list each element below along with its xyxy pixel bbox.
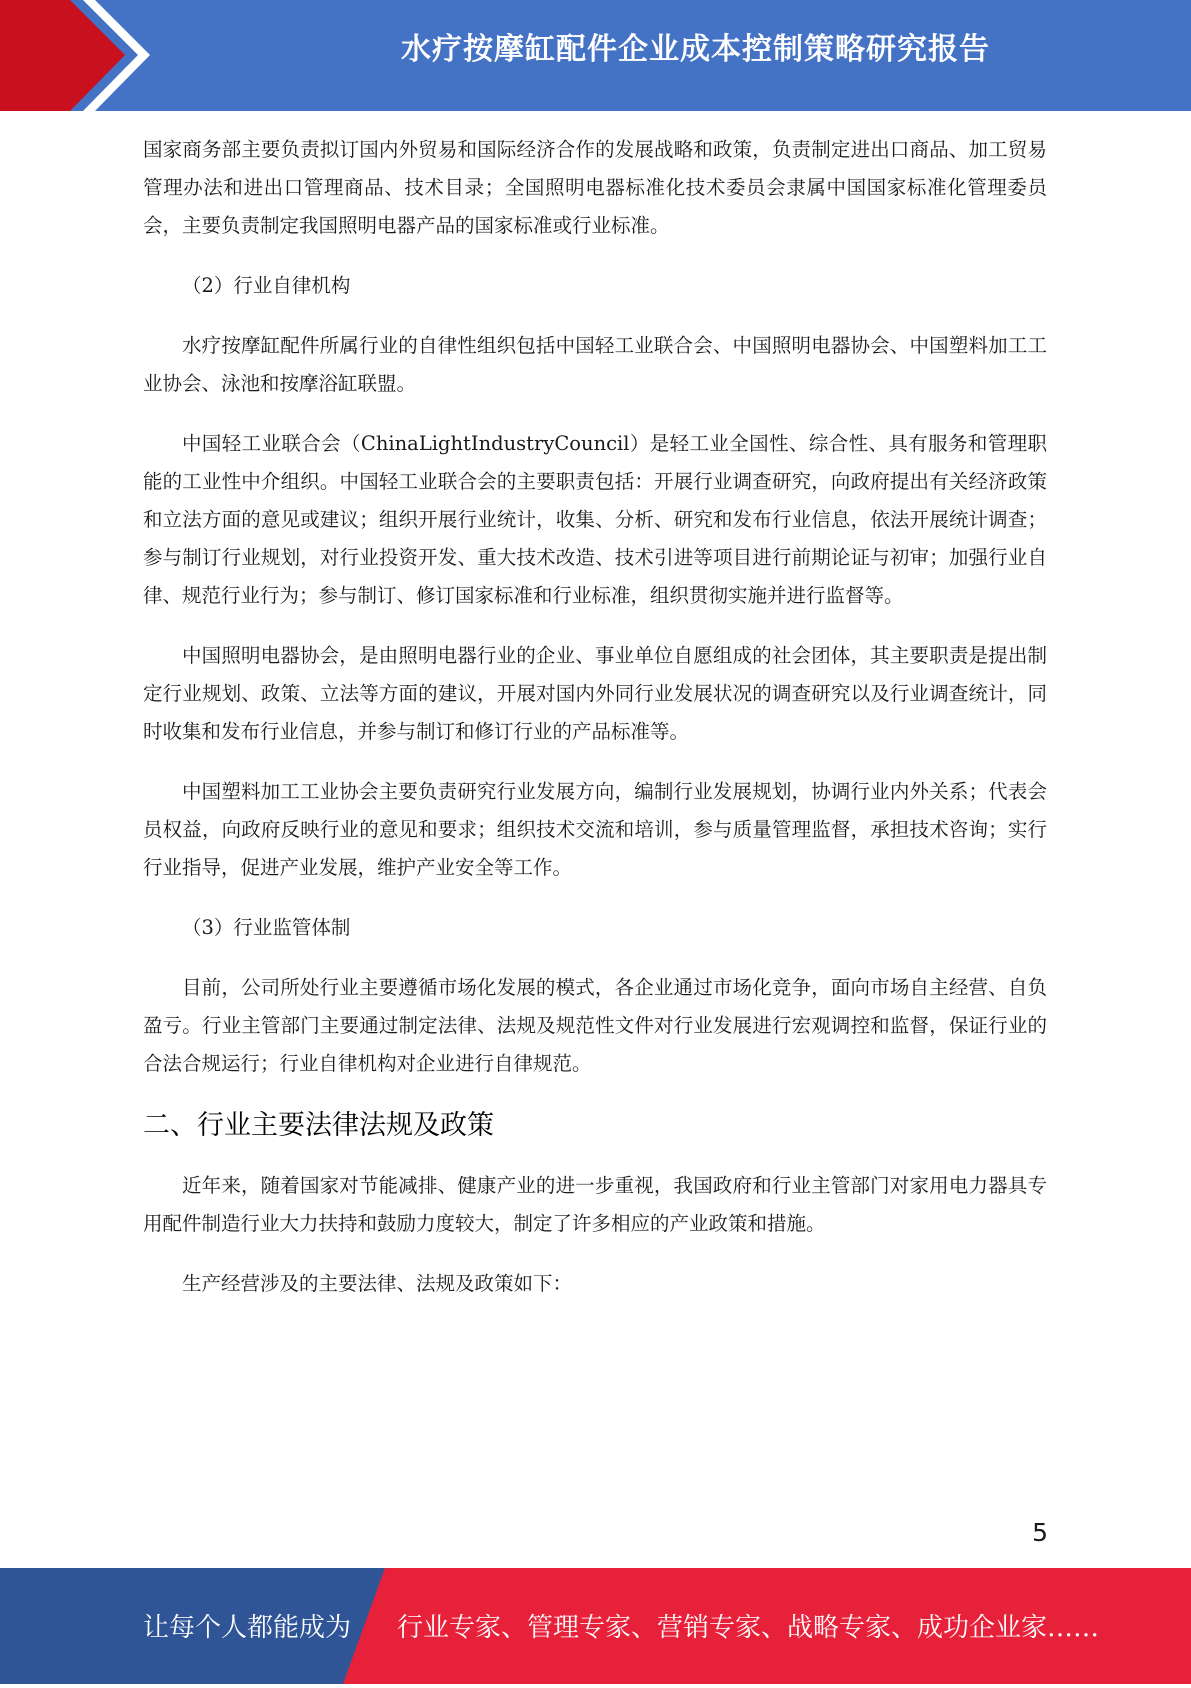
- footer-slogan-right: 行业专家、管理专家、营销专家、战略专家、成功企业家……: [397, 1613, 1100, 1643]
- paragraph: 国家商务部主要负责拟订国内外贸易和国际经济合作的发展战略和政策，负责制定进出口商品、加工贸易管理办法和进出口管理商品、技术目录；全国照明电器标准化技术委员会隶属中国国家标准化管理委员会，主要负责制定我国照明电器产品的国家标准或行业标准。: [143, 138, 1047, 237]
- paragraph: 目前，公司所处行业主要遵循市场化发展的模式，各企业通过市场化竞争，面向市场自主经营、自负盈亏。行业主管部门主要通过制定法律、法规及规范性文件对行业发展进行宏观调控和监督，保证行业的合法合规运行；行业自律机构对企业进行自律规范。: [143, 976, 1047, 1075]
- paragraph: 近年来，随着国家对节能减排、健康产业的进一步重视，我国政府和行业主管部门对家用电力器具专用配件制造行业大力扶持和鼓励力度较大，制定了许多相应的产业政策和措施。: [143, 1174, 1047, 1235]
- page-content: [143, 131, 1047, 1325]
- paragraph: 中国塑料加工工业协会主要负责研究行业发展方向，编制行业发展规划，协调行业内外关系；代表会员权益，向政府反映行业的意见和要求；组织技术交流和培训，参与质量管理监督，承担技术咨询；实行行业指导，促进产业发展，维护产业安全等工作。: [143, 780, 1047, 879]
- paragraph: 生产经营涉及的主要法律、法规及政策如下：: [182, 1272, 573, 1295]
- footer-slogan-left: 让每个人都能成为: [143, 1613, 352, 1643]
- page-header: [0, 0, 1191, 111]
- section-heading: 二、行业主要法律法规及政策: [143, 1110, 494, 1141]
- page-footer: [0, 1568, 1191, 1684]
- page-number: 5: [1032, 1518, 1048, 1547]
- subheading: （3）行业监管体制: [182, 916, 351, 939]
- paragraph: 中国轻工业联合会（ChinaLightIndustryCouncil）是轻工业全国性、综合性、具有服务和管理职能的工业性中介组织。中国轻工业联合会的主要职责包括：开展行业调查研究，向政府提出有关经济政策和立法方面的意见或建议；组织开展行业统计，收集、分析、研究和发布行业信息，依法开展统计调查；参与制订行业规划，对行业投资开发、重大技术改造、技术引进等项目进行前期论证与初审；加强行业自律、规范行业行为；参与制订、修订国家标准和行业标准，组织贯彻实施并进行监督等。: [143, 432, 1047, 607]
- paragraph: 水疗按摩缸配件所属行业的自律性组织包括中国轻工业联合会、中国照明电器协会、中国塑料加工工业协会、泳池和按摩浴缸联盟。: [143, 334, 1047, 395]
- subheading: （2）行业自律机构: [182, 274, 351, 297]
- paragraph: 中国照明电器协会，是由照明电器行业的企业、事业单位自愿组成的社会团体，其主要职责是提出制定行业规划、政策、立法等方面的建议，开展对国内外同行业发展状况的调查研究以及行业调查统计，同时收集和发布行业信息，并参与制订和修订行业的产品标准等。: [143, 644, 1047, 743]
- document-title: 水疗按摩缸配件企业成本控制策略研究报告: [401, 32, 990, 67]
